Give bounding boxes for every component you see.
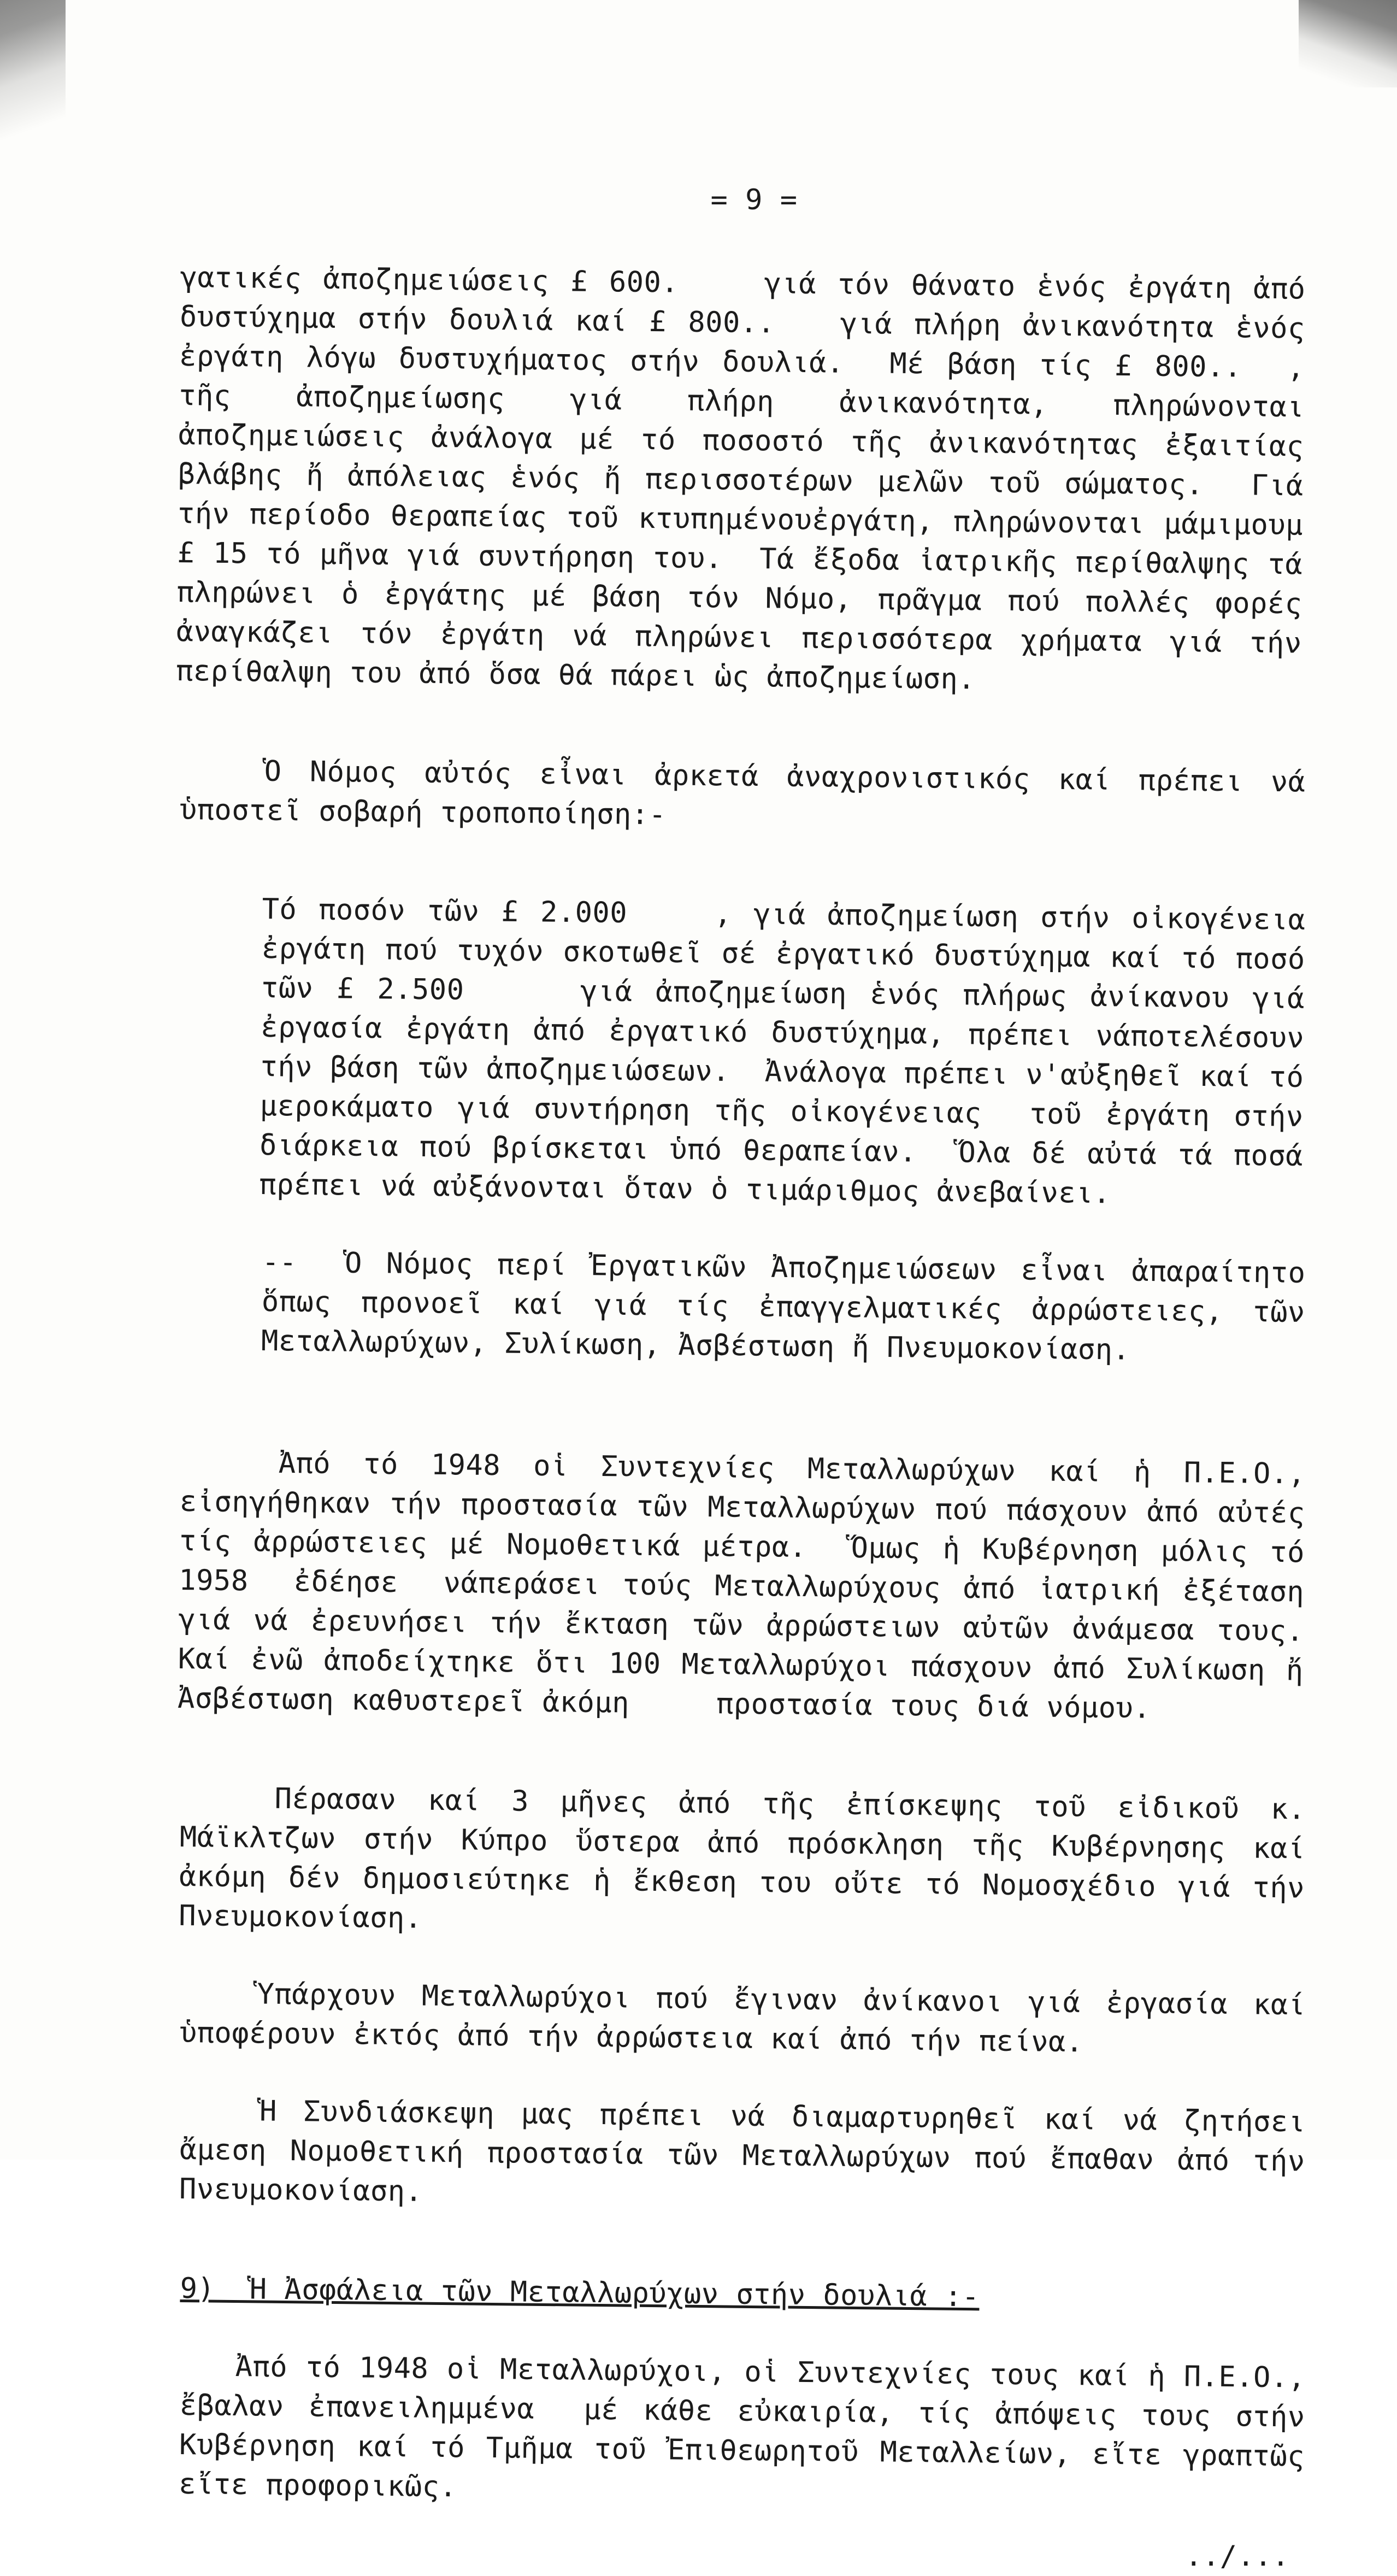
document-body xyxy=(175,180,1339,2576)
paragraph-occupational-diseases: -- Ὁ Νόμος περί Ἐργατικῶν Ἀποζημειώσεων εἶναι ἀπαραίτητο ὅπως προνοεῖ καί γιά τίς ἐπαγγελματικές ἀρρώστειες, τῶν Μεταλλωρύχων, Συλίκωση, Ἀσβέστωση ἤ Πνευμοκονίαση. xyxy=(261,1245,1323,1367)
paragraph-disabled-miners: Ὑπάρχουν Μεταλλωρύχοι πού ἔγιναν ἀνίκανοι γιά ἐργασία καί ὑποφέρουν ἐκτός ἀπό τήν ἀρρώστεια καί ἀπό τήν πείνα. xyxy=(179,1977,1323,2059)
scan-shadow-top-right xyxy=(1299,0,1397,87)
paragraph-law-outdated: Ὁ Νόμος αὐτός εἶναι ἀρκετά ἀναχρονιστικός καί πρέπει νά ὑποστεῖ σοβαρή τροποποίηση:- xyxy=(179,754,1323,832)
page-number: = 9 = xyxy=(710,184,798,216)
scan-shadow-top-left xyxy=(0,0,66,153)
paragraph-specialist-visit: Πέρασαν καί 3 μῆνες ἀπό τῆς ἐπίσκεψης τοῦ εἰδικοῦ κ. Μάϊκλτζων στήν Κύπρο ὕστερα ἀπό πρόσκληση τῆς Κυβέρνησης καί ἀκόμη δέν δημοσιεύτηκε ἡ ἔκθεση του οὔτε τό Νομοσχέδιο γιά τήν Πνευμοκονίαση. xyxy=(179,1781,1323,1935)
paragraph-safety-representations: Ἀπό τό 1948 οἱ Μεταλλωρύχοι, οἱ Συντεχνίες τους καί ἡ Π.Ε.Ο., ἔβαλαν ἐπανειλημμένα μέ κάθε εὐκαιρία, τίς ἀπόψεις τους στήν Κυβέρνηση καί τό Τμῆμα τοῦ Ἐπιθεωρητοῦ Μεταλλείων, εἴτε γραπτῶς εἴτε προφορικῶς. xyxy=(179,2350,1323,2504)
paragraph-conference-demand: Ἡ Συνδιάσκεψη μας πρέπει νά διαμαρτυρηθεῖ καί νά ζητήσει ἄμεση Νομοθετική προστασία τῶν Μεταλλωρύχων πού ἔπαθαν ἀπό τήν Πνευμοκονίαση. xyxy=(179,2093,1323,2208)
paragraph-unions-1948: Ἀπό τό 1948 οἱ Συντεχνίες Μεταλλωρύχων καί ἡ Π.Ε.Ο., εἰσηγήθηκαν τήν προστασία τῶν Μεταλλωρύχων πού πάσχουν ἀπό αὐτές τίς ἀρρώστειες μέ Νομοθετικά μέτρα. Ὅμως ἡ Κυβέρνηση μόλις τό 1958 ἐδέησε νάπεράσει τούς Μεταλλωρύχους ἀπό ἰατρική ἐξέταση γιά νά ἐρευνήσει τήν ἔκταση τῶν ἀρρώστειων αὐτῶν ἀνάμεσα τους. Καί ἐνῶ ἀποδείχτηκε ὅτι 100 Μεταλλωρύχοι πάσχουν ἀπό Συλίκωση ἤ Ἀσβέστωση καθυστερεῖ ἀκόμη προστασία τους διά νόμου. xyxy=(177,1445,1339,1725)
paragraph-proposed-amounts: Τό ποσόν τῶν £ 2.000 , γιά ἀποζημείωση στήν οἰκογένεια ἐργάτη πού τυχόν σκοτωθεῖ σέ ἐργατικό δυστύχημα καί τό ποσό τῶν £ 2.500 γιά ἀποζημείωση ἑνός πλήρως ἀνίκανου γιά ἐργασία ἐργάτη ἀπό ἐργατικό δυστύχημα, πρέπει νάποτελέσουν τήν βάση τῶν ἀποζημειώσεων. Ἀνάλογα πρέπει ν'αὐξηθεῖ καί τό μεροκάματο γιά συντήρηση τῆς οἰκογένειας τοῦ ἐργάτη στήν διάρκεια πού βρίσκεται ὑπό θεραπείαν. Ὅλα δέ αὐτά τά ποσά πρέπει νά αὐξάνονται ὅταν ὁ τιμάριθμος ἀνεβαίνει. xyxy=(259,892,1323,1210)
paragraph-compensation-amounts: γατικές ἀποζημειώσεις £ 600. γιά τόν θάνατο ἑνός ἐργάτη ἀπό δυστύχημα στήν δουλιά καί £ 800.. γιά πλήρη ἀνικανότητα ἑνός ἐργάτη λόγω δυστυχήματος στήν δουλιά. Μέ βάση τίς £ 800.. , τῆς ἀποζημείωσης γιά πλήρη ἀνικανότητα, πληρώνονται ἀποζημειώσεις ἀνάλογα μέ τό ποσοστό τῆς ἀνικανότητας ἐξαιτίας βλάβης ἤ ἀπόλειας ἑνός ἤ περισσοτέρων μελῶν τοῦ σώματος. Γιά τήν περίοδο θεραπείας τοῦ κτυπημένουἐργάτη, πληρώνονται μάμιμουμ £ 15 τό μῆνα γιά συντήρηση του. Τά ἔξοδα ἰατρικῆς περίθαλψης τά πληρώνει ὁ ἐργάτης μέ βάση τόν Νόμο, πρᾶγμα πού πολλές φορές ἀναγκάζει τόν ἐργάτη νά πληρώνει περισσότερα χρήματα γιά τήν περίθαλψη του ἀπό ὅσα θά πάρει ὡς ἀποζημείωση. xyxy=(175,261,1323,696)
section-heading-miners-safety: 9) Ἡ Ἀσφάλεια τῶν Μεταλλωρύχων στήν δουλιά :- xyxy=(180,2272,980,2314)
continuation-mark: ../... xyxy=(1185,2540,1289,2573)
